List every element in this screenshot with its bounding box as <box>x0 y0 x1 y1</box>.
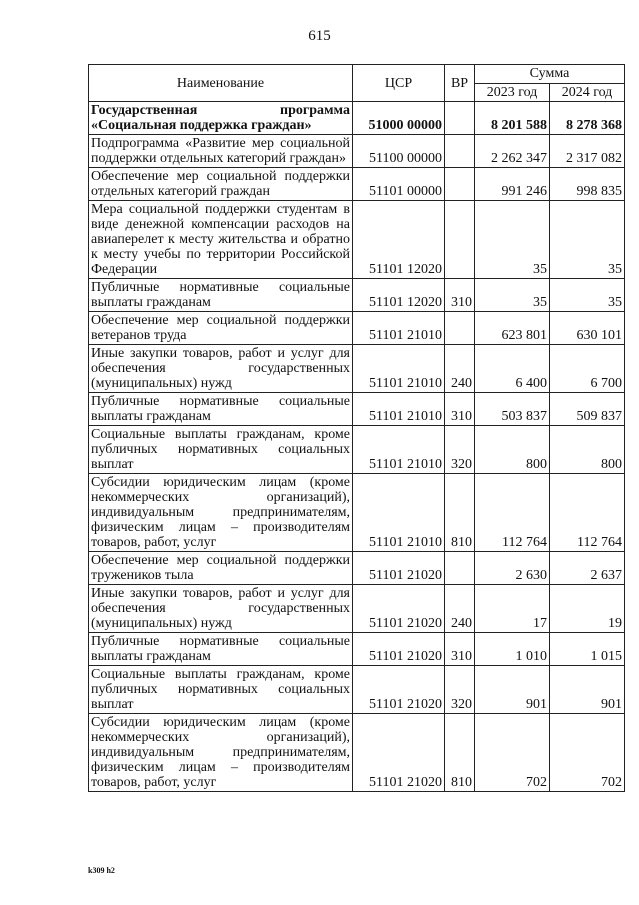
row-vr: 240 <box>445 345 475 393</box>
row-sum-2024: 35 <box>550 279 625 312</box>
row-code: 51000 00000 <box>353 102 445 135</box>
row-sum-2024: 800 <box>550 426 625 474</box>
row-vr: 810 <box>445 714 475 792</box>
row-vr: 810 <box>445 474 475 552</box>
row-vr: 320 <box>445 426 475 474</box>
row-vr: 310 <box>445 393 475 426</box>
row-sum-2023: 2 630 <box>475 552 550 585</box>
table-row <box>89 474 625 552</box>
row-sum-2023: 2 262 347 <box>475 135 550 168</box>
table-row <box>89 168 625 201</box>
row-code: 51101 21020 <box>353 633 445 666</box>
row-code: 51101 12020 <box>353 279 445 312</box>
row-name: Мера социальной поддержки студентам в виде денежной компенсации расходов на авиаперелет к месту жительства и обратно к месту учебы по территории Российской Федерации <box>89 201 353 279</box>
row-vr: 240 <box>445 585 475 633</box>
row-name: Государственная программа «Социальная поддержка граждан» <box>89 102 353 135</box>
footer-code: k309 h2 <box>88 866 115 875</box>
row-code: 51101 12020 <box>353 201 445 279</box>
row-code: 51100 00000 <box>353 135 445 168</box>
row-sum-2024: 998 835 <box>550 168 625 201</box>
row-name: Субсидии юридическим лицам (кроме некоммерческих организаций), индивидуальным предпринимателям, физическим лицам – производителям товаров, работ, услуг <box>89 714 353 792</box>
table-row <box>89 633 625 666</box>
table-row <box>89 666 625 714</box>
row-vr: 310 <box>445 279 475 312</box>
row-name: Обеспечение мер социальной поддержки тружеников тыла <box>89 552 353 585</box>
table-row <box>89 393 625 426</box>
table-row <box>89 201 625 279</box>
row-code: 51101 21010 <box>353 312 445 345</box>
budget-table <box>88 64 625 792</box>
table-row <box>89 552 625 585</box>
table-row <box>89 426 625 474</box>
row-sum-2023: 503 837 <box>475 393 550 426</box>
row-sum-2023: 800 <box>475 426 550 474</box>
table-row <box>89 312 625 345</box>
header-2023: 2023 год <box>475 83 550 102</box>
row-sum-2023: 35 <box>475 279 550 312</box>
row-sum-2024: 112 764 <box>550 474 625 552</box>
row-code: 51101 21020 <box>353 552 445 585</box>
row-name: Публичные нормативные социальные выплаты гражданам <box>89 393 353 426</box>
table-row <box>89 345 625 393</box>
row-vr <box>445 135 475 168</box>
row-name: Субсидии юридическим лицам (кроме некоммерческих организаций), индивидуальным предпринимателям, физическим лицам – производителям товаров, работ, услуг <box>89 474 353 552</box>
row-sum-2024: 19 <box>550 585 625 633</box>
row-sum-2023: 8 201 588 <box>475 102 550 135</box>
row-name: Социальные выплаты гражданам, кроме публичных нормативных социальных выплат <box>89 426 353 474</box>
row-sum-2023: 112 764 <box>475 474 550 552</box>
row-sum-2023: 6 400 <box>475 345 550 393</box>
row-name: Социальные выплаты гражданам, кроме публичных нормативных социальных выплат <box>89 666 353 714</box>
row-vr <box>445 168 475 201</box>
row-sum-2023: 901 <box>475 666 550 714</box>
row-name: Иные закупки товаров, работ и услуг для обеспечения государственных (муниципальных) нужд <box>89 345 353 393</box>
row-sum-2023: 17 <box>475 585 550 633</box>
row-vr <box>445 201 475 279</box>
row-sum-2024: 509 837 <box>550 393 625 426</box>
row-sum-2023: 1 010 <box>475 633 550 666</box>
row-name: Обеспечение мер социальной поддержки отдельных категорий граждан <box>89 168 353 201</box>
row-code: 51101 21010 <box>353 426 445 474</box>
table-row <box>89 585 625 633</box>
row-name: Подпрограмма «Развитие мер социальной поддержки отдельных категорий граждан» <box>89 135 353 168</box>
row-name: Обеспечение мер социальной поддержки ветеранов труда <box>89 312 353 345</box>
header-vr: ВР <box>445 65 475 102</box>
header-2024: 2024 год <box>550 83 625 102</box>
row-vr <box>445 102 475 135</box>
row-sum-2024: 901 <box>550 666 625 714</box>
row-sum-2024: 35 <box>550 201 625 279</box>
row-vr: 310 <box>445 633 475 666</box>
row-vr <box>445 312 475 345</box>
row-sum-2024: 1 015 <box>550 633 625 666</box>
row-name: Публичные нормативные социальные выплаты гражданам <box>89 279 353 312</box>
table-row <box>89 135 625 168</box>
row-sum-2023: 623 801 <box>475 312 550 345</box>
row-code: 51101 21020 <box>353 666 445 714</box>
table-row <box>89 279 625 312</box>
row-sum-2023: 991 246 <box>475 168 550 201</box>
row-sum-2024: 2 637 <box>550 552 625 585</box>
row-sum-2023: 702 <box>475 714 550 792</box>
row-vr: 320 <box>445 666 475 714</box>
page-number: 615 <box>308 28 331 44</box>
header-code: ЦСР <box>353 65 445 102</box>
header-name: Наименование <box>89 65 353 102</box>
row-code: 51101 00000 <box>353 168 445 201</box>
row-sum-2024: 6 700 <box>550 345 625 393</box>
row-vr <box>445 552 475 585</box>
table-row <box>89 714 625 792</box>
row-code: 51101 21020 <box>353 714 445 792</box>
table-body <box>89 102 625 792</box>
row-sum-2024: 630 101 <box>550 312 625 345</box>
row-sum-2023: 35 <box>475 201 550 279</box>
row-name: Иные закупки товаров, работ и услуг для обеспечения государственных (муниципальных) нужд <box>89 585 353 633</box>
row-code: 51101 21020 <box>353 585 445 633</box>
row-sum-2024: 8 278 368 <box>550 102 625 135</box>
row-sum-2024: 702 <box>550 714 625 792</box>
row-code: 51101 21010 <box>353 393 445 426</box>
header-sum: Сумма <box>475 65 625 84</box>
row-sum-2024: 2 317 082 <box>550 135 625 168</box>
row-code: 51101 21010 <box>353 345 445 393</box>
row-name: Публичные нормативные социальные выплаты гражданам <box>89 633 353 666</box>
table-row <box>89 102 625 135</box>
row-code: 51101 21010 <box>353 474 445 552</box>
